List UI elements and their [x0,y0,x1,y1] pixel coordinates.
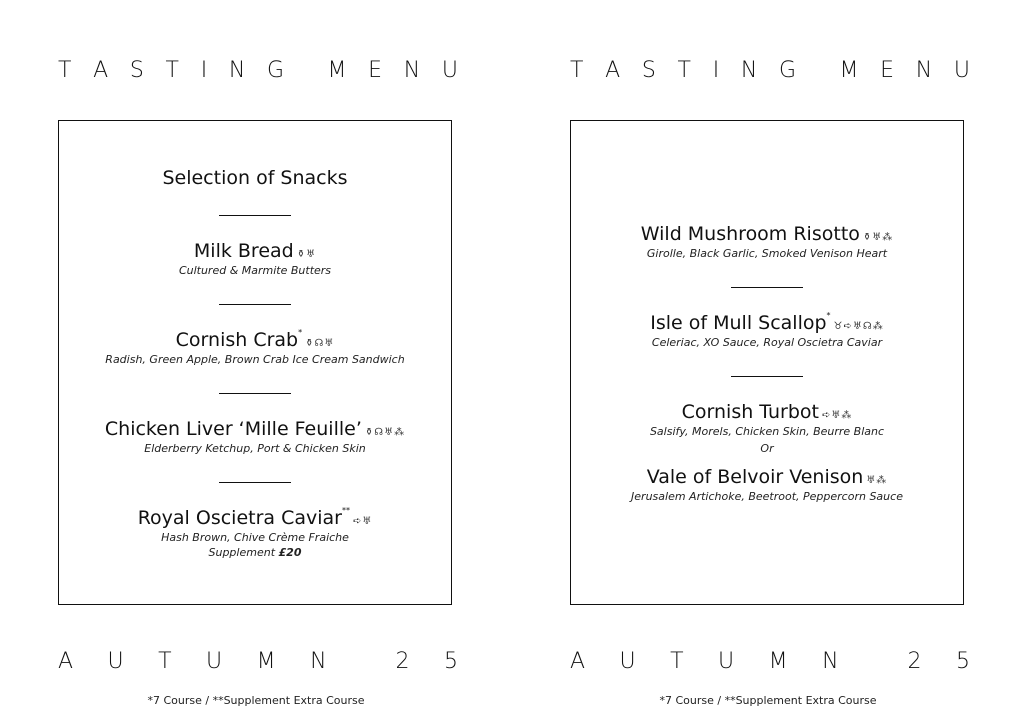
supplement-line [59,546,451,559]
divider [219,304,291,305]
dish-title: Cornish Crab [175,329,299,351]
season-label [570,649,970,674]
menu-header [570,58,970,83]
course-marker: ** [341,506,350,515]
season-letter: 5 [443,649,458,674]
or-separator: Or [760,442,774,455]
header-letter: I [200,58,208,83]
header-letter: E [880,58,895,83]
menu-item-caviar [59,507,451,559]
header-letter: T [165,58,179,83]
header-letter: T [58,58,72,83]
divider [219,393,291,394]
season-letter: M [768,649,788,674]
divider [731,287,803,288]
supplement-price: £20 [278,546,302,559]
season-letter: T [670,649,684,674]
season-letter: 2 [907,649,922,674]
menu-item-risotto [571,223,963,260]
header-letter: N [740,58,758,83]
course-marker: * [826,311,831,320]
dish-title-line [571,466,963,488]
dish-description: Salsify, Morels, Chicken Skin, Beurre Blanc [649,425,885,438]
season-letter: N [310,649,327,674]
course-marker: * [298,328,303,337]
dish-title-line [571,312,963,334]
dish-title: Milk Bread [193,240,294,262]
header-letter: T [570,58,584,83]
dish-title-line [59,329,451,351]
allergen-icons: ⚱☊♅ [305,338,335,349]
menu-item-snacks [59,167,451,189]
season-letter: U [107,649,124,674]
header-letter: U [953,58,970,83]
divider [219,215,291,216]
dish-title-line [571,401,963,423]
header-letter: G [267,58,285,83]
supplement-label: Supplement [208,546,276,559]
dish-description: Hash Brown, Chive Crème Fraiche [161,531,349,544]
header-letter: M [327,58,347,83]
menu-panel-right [512,0,1024,726]
dish-description: Cultured & Marmite Butters [178,264,332,277]
dish-title: Royal Oscietra Caviar [137,507,342,529]
divider [219,482,291,483]
header-letter: M [839,58,859,83]
season-letter: 2 [395,649,410,674]
menu-header [58,58,458,83]
allergen-icons: ♉➪♅☊⁂ [833,321,884,332]
footnote: *7 Course / **Supplement Extra Course [659,694,877,707]
season-letter: 5 [955,649,970,674]
season-letter: T [158,649,172,674]
season-letter: A [58,649,74,674]
allergen-icons: ➪♅ [352,516,373,527]
footnote: *7 Course / **Supplement Extra Course [147,694,365,707]
dish-description: Girolle, Black Garlic, Smoked Venison Heart [646,247,888,260]
menu-item-cornish-crab [59,329,451,366]
allergen-icons: ⚱♅ [296,249,317,260]
season-letter: N [822,649,839,674]
season-letter: A [570,649,586,674]
header-letter: S [129,58,144,83]
menu-item-venison [571,466,963,503]
menu-card-left [58,120,452,605]
dish-title: Wild Mushroom Risotto [640,223,860,245]
header-letter: A [93,58,109,83]
header-letter: A [605,58,621,83]
header-letter: U [441,58,458,83]
header-letter: N [403,58,421,83]
dish-title: Cornish Turbot [681,401,820,423]
header-letter: N [915,58,933,83]
dish-title-line [59,507,451,529]
divider [731,376,803,377]
menu-card-right [570,120,964,605]
dish-description: Elderberry Ketchup, Port & Chicken Skin [144,442,366,455]
header-letter: S [641,58,656,83]
dish-title: Vale of Belvoir Venison [646,466,864,488]
menu-item-chicken-liver [59,418,451,455]
season-letter: U [206,649,223,674]
season-letter: U [718,649,735,674]
dish-title-line [571,223,963,245]
dish-description: Radish, Green Apple, Brown Crab Ice Cream Sandwich [105,353,405,366]
allergen-icons: ♅⁂ [866,475,888,486]
dish-description: Celeriac, XO Sauce, Royal Oscietra Caviar [651,336,883,349]
header-letter: N [228,58,246,83]
dish-title-line [59,418,451,440]
header-letter: G [779,58,797,83]
header-letter: T [677,58,691,83]
dish-description: Jerusalem Artichoke, Beetroot, Peppercorn Sauce [631,490,903,503]
menu-item-turbot [571,401,963,455]
allergen-icons: ➪♅⁂ [822,410,853,421]
dish-title-line [59,240,451,262]
allergen-icons: ⚱♅⁂ [862,232,894,243]
menu-item-milk-bread [59,240,451,277]
dish-title: Isle of Mull Scallop [650,312,827,334]
season-label [58,649,458,674]
season-letter: M [256,649,276,674]
season-letter: U [619,649,636,674]
dish-title: Selection of Snacks [162,167,348,189]
allergen-icons: ⚱☊♅⁂ [364,427,406,438]
header-letter: E [368,58,383,83]
menu-item-scallop [571,312,963,349]
header-letter: I [712,58,720,83]
dish-title: Chicken Liver ‘Mille Feuille’ [104,418,362,440]
